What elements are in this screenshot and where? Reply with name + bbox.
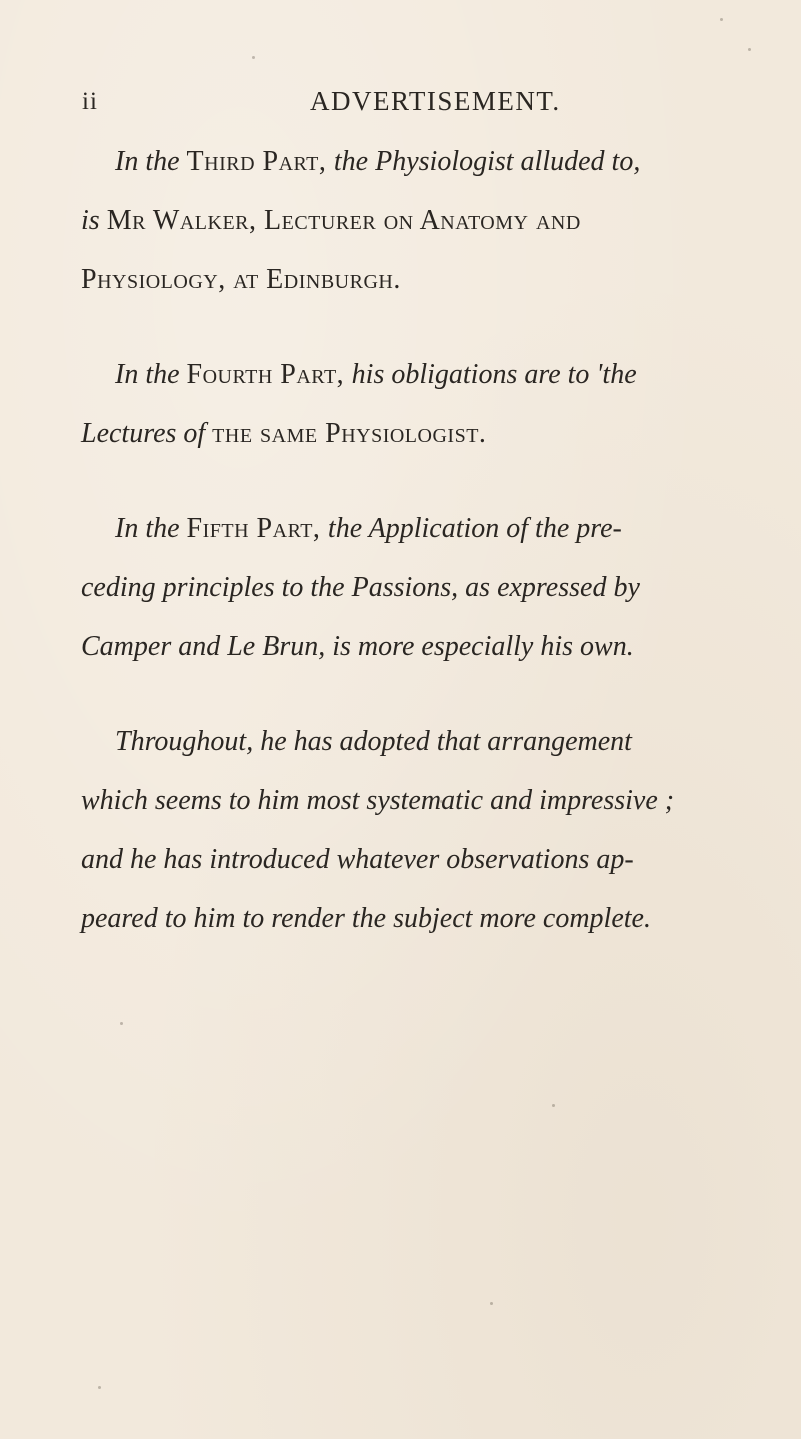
header-title: ADVERTISEMENT. [310, 86, 561, 116]
italic-text: Camper and Le Brun, is more especially his own. [81, 631, 634, 662]
paper-speck [490, 1302, 493, 1305]
running-head [0, 72, 801, 122]
text-line [81, 404, 775, 463]
paper-speck [252, 56, 255, 59]
italic-text: and he has introduced whatever observations ap- [81, 844, 634, 875]
paper-speck [552, 1104, 555, 1107]
italic-text: In the [115, 146, 187, 177]
small-caps-text: Mr Walker, Lecturer on Anatomy and [106, 205, 581, 236]
italic-text: the Application of the pre- [327, 513, 622, 544]
italic-text: ceding principles to the Passions, as expressed by [81, 572, 640, 603]
paper-speck [720, 18, 723, 21]
paragraph [81, 132, 775, 309]
text-line [81, 617, 775, 676]
small-caps-text: the same Physiologist. [212, 418, 487, 449]
small-caps-text: Physiology, at Edinburgh. [81, 264, 401, 295]
italic-text: Throughout, he has adopted that arrangement [115, 726, 632, 757]
italic-text: Lectures of [81, 418, 213, 449]
page-number: ii [82, 88, 98, 115]
small-caps-text: Fourth Part, [186, 359, 352, 390]
paper-speck [440, 800, 443, 803]
text-line [81, 771, 775, 830]
text-line [115, 499, 775, 558]
text-line [115, 132, 775, 191]
paragraph [81, 499, 775, 676]
italic-text: peared to him to render the subject more complete. [81, 903, 651, 934]
small-caps-text: Fifth Part, [186, 513, 328, 544]
small-caps-text: Third Part, [186, 146, 334, 177]
advertisement-body [81, 132, 775, 984]
text-line [81, 250, 775, 309]
text-line [115, 345, 775, 404]
text-line [81, 830, 775, 889]
paper-speck [748, 48, 751, 51]
text-line [81, 191, 775, 250]
italic-text: In the [115, 359, 187, 390]
italic-text: In the [115, 513, 187, 544]
paper-speck [120, 1022, 123, 1025]
text-line [81, 889, 775, 948]
italic-text: the Physiologist alluded to, [333, 146, 641, 177]
italic-text: which seems to him most systematic and impressive ; [81, 785, 675, 816]
text-line [115, 712, 775, 771]
text-line [81, 558, 775, 617]
italic-text: is [81, 205, 107, 236]
paragraph [81, 712, 775, 948]
italic-text: his obligations are to 'the [351, 359, 637, 390]
paragraph [81, 345, 775, 463]
paper-speck [98, 1386, 101, 1389]
